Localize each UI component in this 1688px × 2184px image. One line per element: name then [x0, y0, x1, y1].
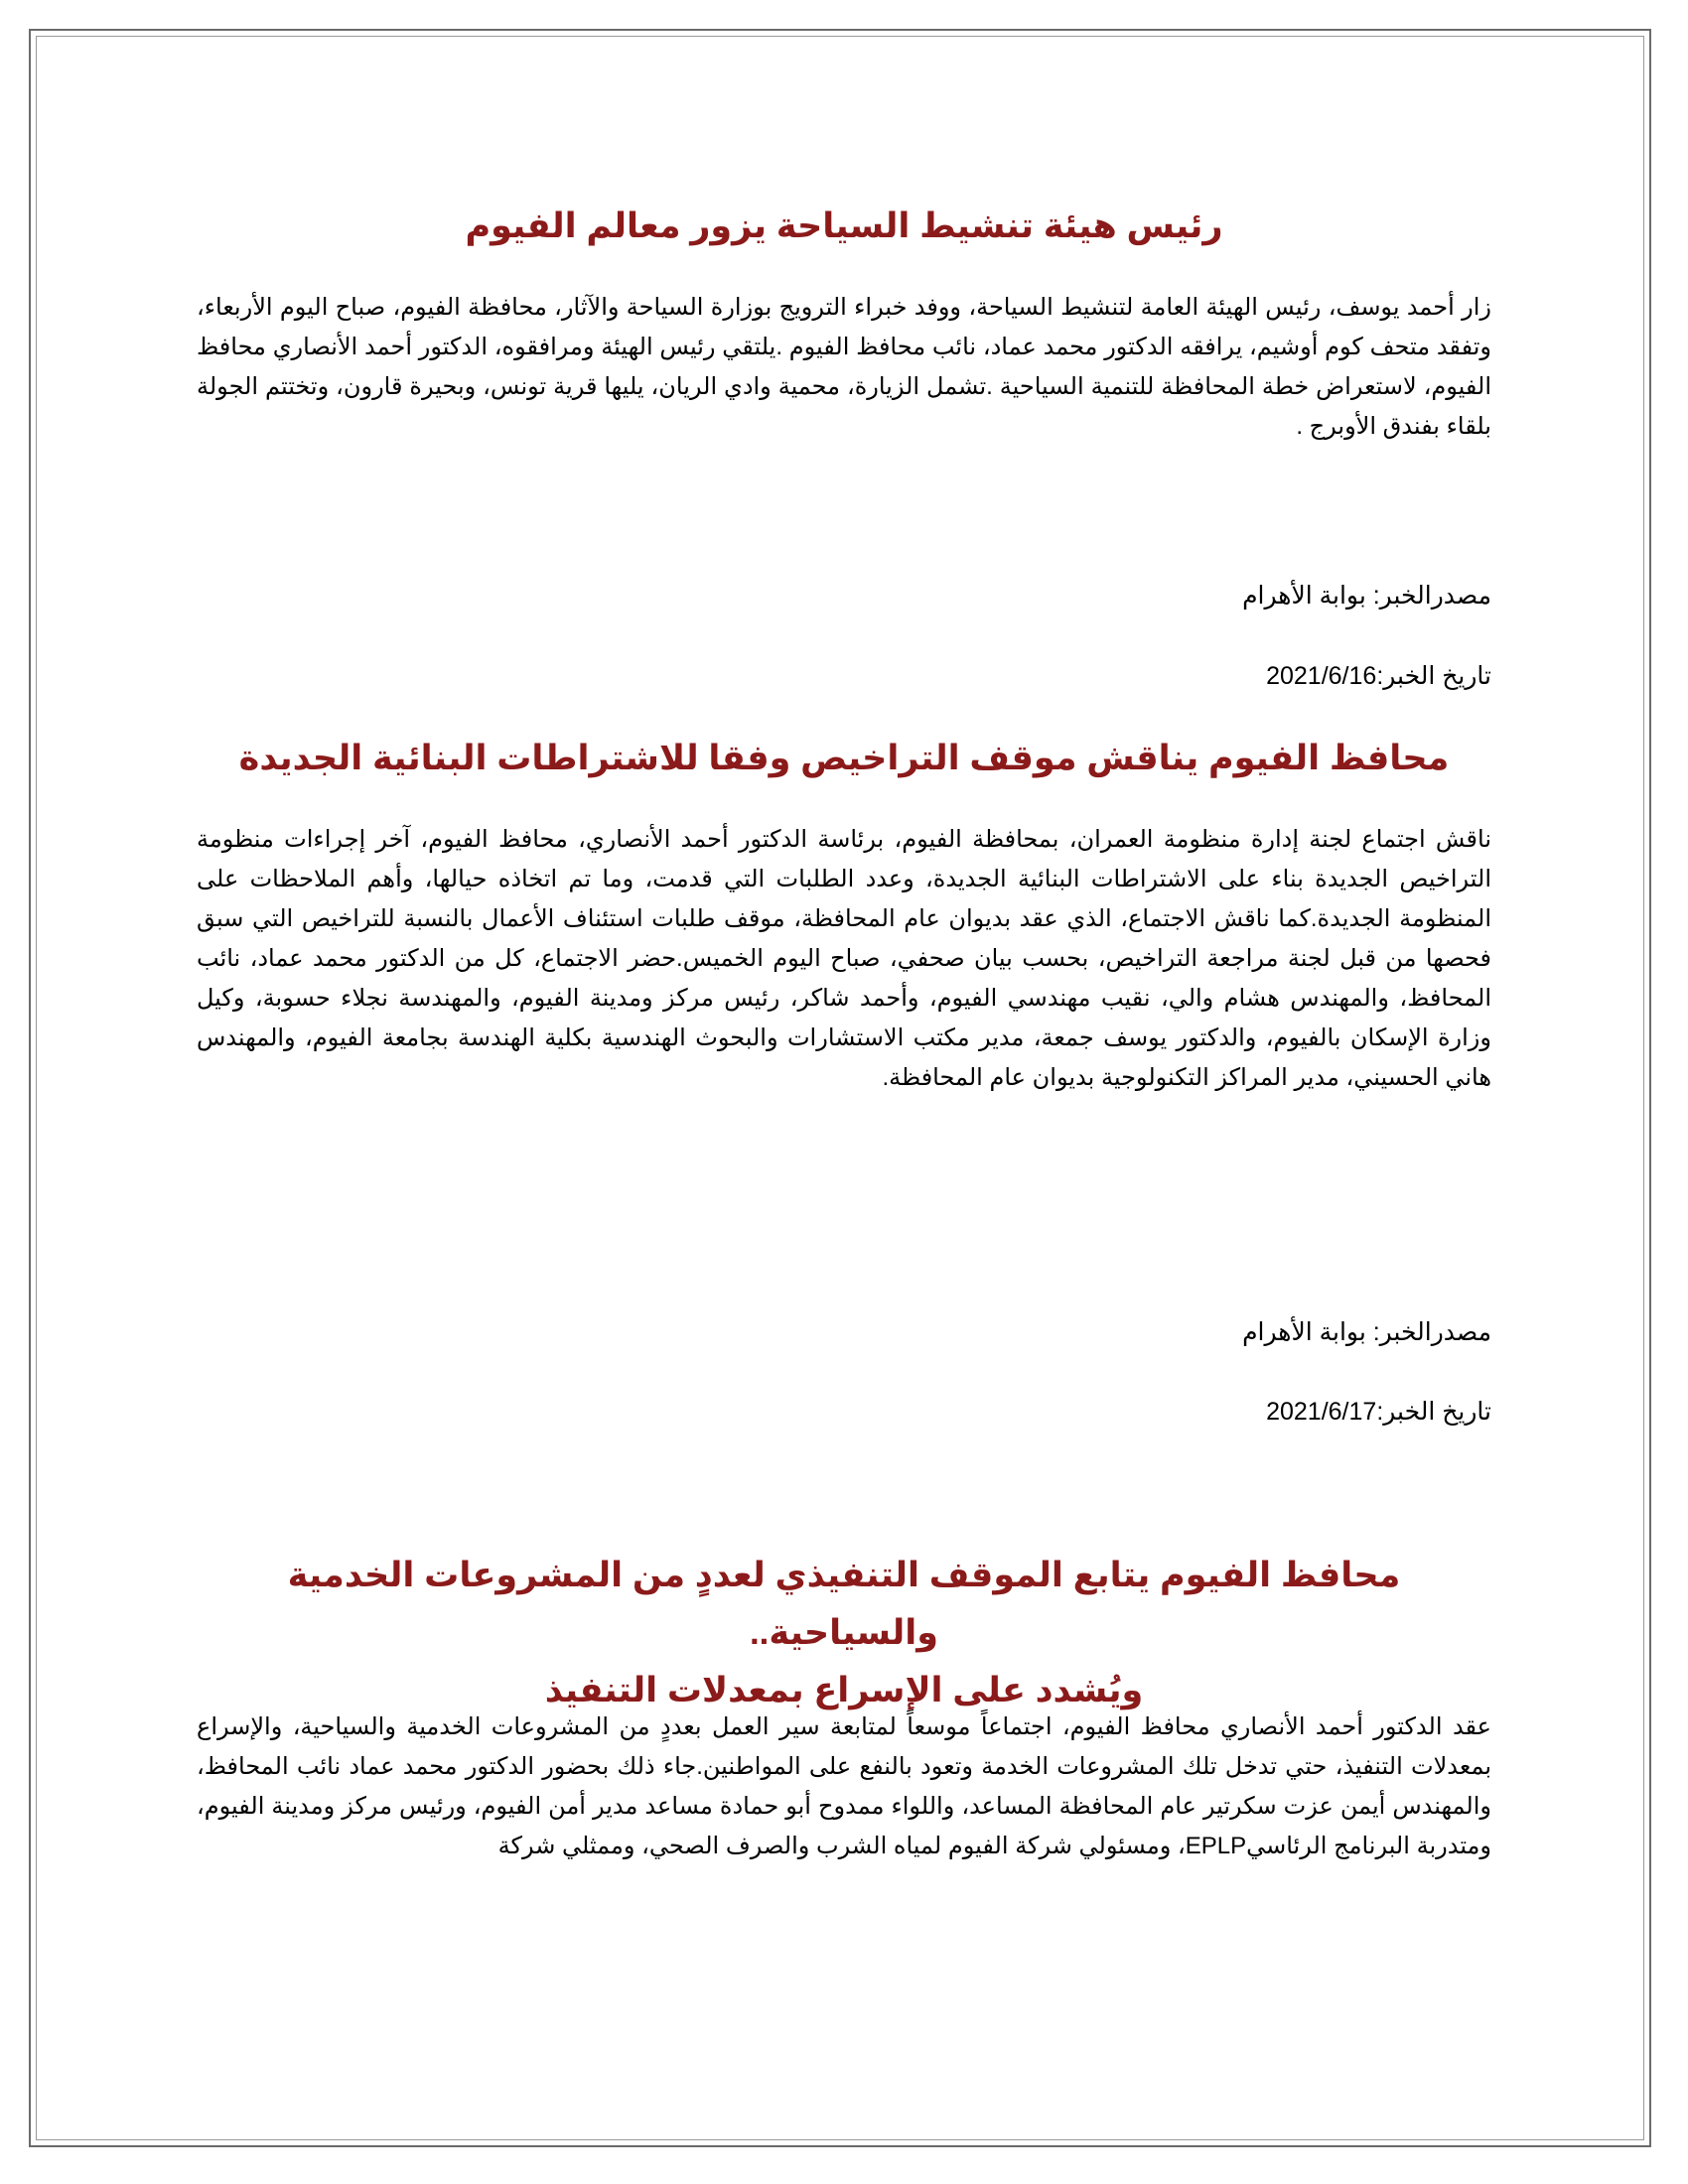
article-2-source: مصدرالخبر: بوابة الأهرام: [1242, 1318, 1491, 1346]
article-1-date: تاريخ الخبر:2021/6/16: [1266, 662, 1491, 690]
article-1-body: زار أحمد يوسف، رئيس الهيئة العامة لتنشيط السياحة، ووفد خبراء الترويج بوزارة السياحة والآثار، محافظة الفيوم، صباح اليوم الأربعاء، وتفقد متحف كوم أوشيم، يرافقه الدكتور محمد عماد، نائب محافظ الفيوم .يلتقي رئيس الهيئة ومرافقوه، الدكتور أحمد الأنصاري محافظ الفيوم، لاستعراض خطة المحافظة للتنمية السياحية .تشمل الزيارة، محمية وادي الريان، يليها قرية تونس، وبحيرة قارون، وتختتم الجولة بلقاء بفندق الأوبرج .: [197, 294, 1491, 440]
article-3-headline-line-2: ويُشدد على الإسراع بمعدلات التنفيذ: [544, 1671, 1144, 1709]
article-2-headline: محافظ الفيوم يناقش موقف التراخيص وفقا للاشتراطات البنائية الجديدة: [238, 739, 1450, 777]
article-3-headline: [197, 1547, 1491, 1719]
article-1-source: مصدرالخبر: بوابة الأهرام: [1242, 582, 1491, 610]
article-2-date: تاريخ الخبر:2021/6/17: [1266, 1398, 1491, 1426]
article-3-body: عقد الدكتور أحمد الأنصاري محافظ الفيوم، اجتماعاً موسعاً لمتابعة سير العمل بعددٍ من المشروعات الخدمية والسياحية، والإسراع بمعدلات التنفيذ، حتي تدخل تلك المشروعات الخدمة وتعود بالنفع على المواطنين.جاء ذلك بحضور الدكتور محمد عماد نائب المحافظ، والمهندس أيمن عزت سكرتير عام المحافظة المساعد، واللواء ممدوح أبو حمادة مساعد مدير أمن الفيوم، ورئيس مركز ومدينة الفيوم، ومتدربة البرنامج الرئاسيEPLP، ومسئولي شركة الفيوم لمياه الشرب والصرف الصحي، وممثلي شركة: [197, 1713, 1491, 1859]
article-2-body: ناقش اجتماع لجنة إدارة منظومة العمران، بمحافظة الفيوم، برئاسة الدكتور أحمد الأنصاري، محافظ الفيوم، آخر إجراءات منظومة التراخيص الجديدة بناء على الاشتراطات البنائية الجديدة، وعدد الطلبات التي قدمت، وما تم اتخاذه حيالها، وأهم الملاحظات على المنظومة الجديدة.كما ناقش الاجتماع، الذي عقد بديوان عام المحافظة، موقف طلبات استئناف الأعمال بالنسبة للتراخيص التي سبق فحصها من قبل لجنة مراجعة التراخيص، بحسب بيان صحفي، صباح اليوم الخميس.حضر الاجتماع، كل من الدكتور محمد عماد، نائب المحافظ، والمهندس هشام والي، نقيب مهندسي الفيوم، وأحمد شاكر، رئيس مركز ومدينة الفيوم، والمهندسة نجلاء حسوبة، وكيل وزارة الإسكان بالفيوم، والدكتور يوسف جمعة، مدير مكتب الاستشارات والبحوث الهندسية بكلية الهندسة بجامعة الفيوم، والمهندس هاني الحسيني، مدير المراكز التكنولوجية بديوان عام المحافظة.: [197, 826, 1491, 1091]
article-3-headline-line-1: محافظ الفيوم يتابع الموقف التنفيذي لعددٍ من المشروعات الخدمية والسياحية..: [287, 1556, 1401, 1652]
article-1-headline: رئيس هيئة تنشيط السياحة يزور معالم الفيوم: [465, 206, 1223, 245]
